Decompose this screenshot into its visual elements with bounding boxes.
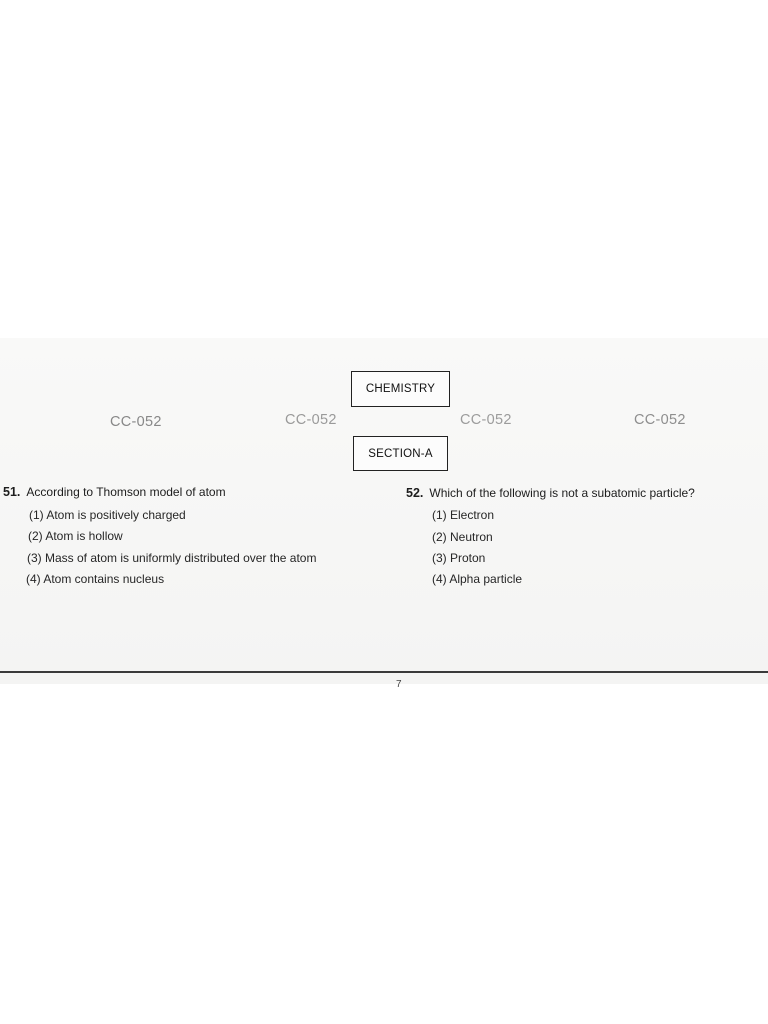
question-51-option-4: (4) Atom contains nucleus <box>26 572 165 586</box>
footer-rule <box>0 671 768 673</box>
question-stem: According to Thomson model of atom <box>26 485 226 499</box>
paper-code: CC-052 <box>110 414 162 430</box>
subject-heading-box <box>351 371 450 407</box>
paper-code: CC-052 <box>634 412 686 428</box>
paper-code: CC-052 <box>285 412 337 428</box>
question-52-stem-row <box>406 486 695 500</box>
question-51-option-3: (3) Mass of atom is uniformly distributed over the atom <box>27 551 317 565</box>
question-52-option-1: (1) Electron <box>432 508 495 522</box>
page-number: 7 <box>396 679 402 690</box>
section-heading-box <box>353 436 448 471</box>
question-51-option-1: (1) Atom is positively charged <box>29 508 186 522</box>
question-number: 51. <box>3 485 21 499</box>
paper-code: CC-052 <box>460 412 512 428</box>
question-number: 52. <box>406 486 424 500</box>
question-52-option-3: (3) Proton <box>432 551 486 565</box>
question-stem: Which of the following is not a subatomic particle? <box>429 486 695 500</box>
subject-heading: CHEMISTRY <box>365 383 436 395</box>
question-51-option-2: (2) Atom is hollow <box>28 529 123 543</box>
question-52-option-4: (4) Alpha particle <box>432 572 523 586</box>
question-52-option-2: (2) Neutron <box>432 530 493 544</box>
section-heading: SECTION-A <box>368 447 433 460</box>
question-51-stem-row <box>3 485 226 499</box>
